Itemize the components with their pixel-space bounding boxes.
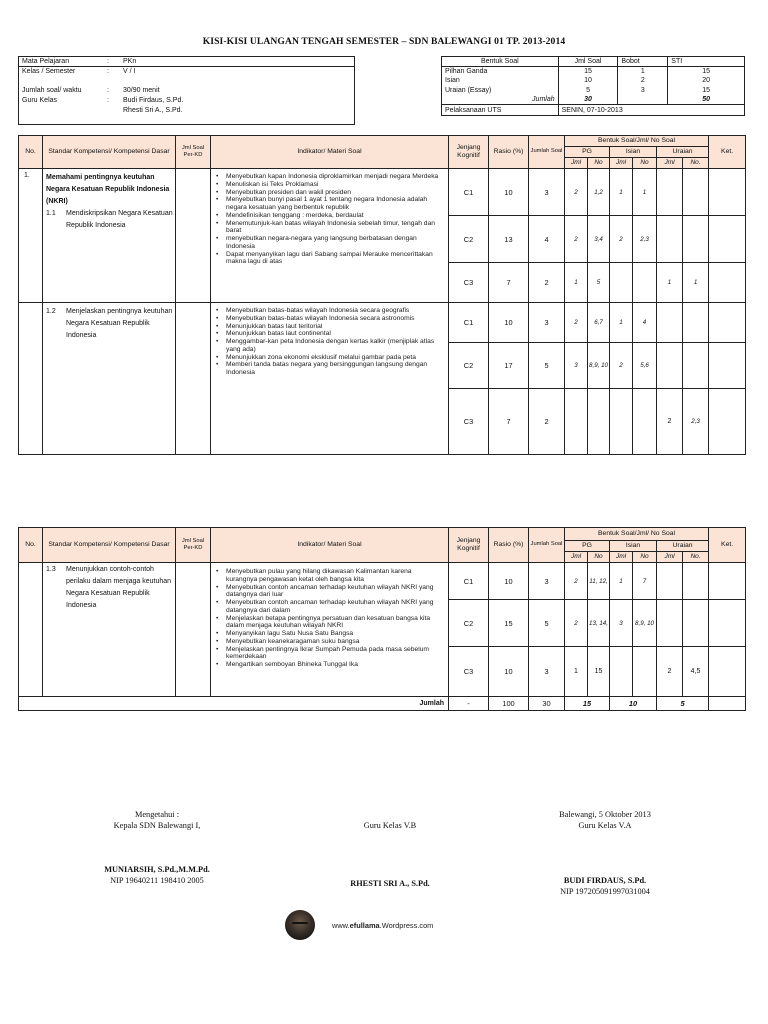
list-item: • Menyebutkan batas-batas wilayah Indonesia secara astronomis — [215, 315, 444, 323]
table-row: C3 10 3 1 15 2 4,5 — [19, 647, 746, 697]
signature-teacher-va: Balewangi, 5 Oktober 2013 Guru Kelas V.A BUDI FIRDAUS, S.Pd. NIP 197205091997031004 — [540, 810, 670, 897]
col-pg-no: No — [588, 552, 610, 563]
teacher-va-nip: NIP 197205091997031004 — [560, 886, 650, 896]
col-isian-jml: Jml — [610, 552, 633, 563]
col-jenjang-kognitif: Jenjang Kognitif — [449, 528, 489, 563]
summary-row: Pilhan Ganda 15 1 15 — [442, 67, 745, 77]
col-jumlah-soal: Jumlah Soal — [529, 136, 565, 169]
summary-row: Isian 10 2 20 — [442, 76, 745, 86]
info-row-teacher: Guru Kelas : Budi Firdaus, S.Pd. — [22, 97, 184, 105]
competency-cell — [43, 563, 176, 697]
table-row: 1. Memahami pentingnya keutuhan Negara Kesatuan Republik Indonesia (NKRI) 1.1 Mendiskripsikan Negara Kesatuan Republik Indonesia • Menyebutkan kapan Indonesia diproklamirkan menjadi negara Merdeka • Menuliskan isi Teks Proklamasi • Menyebutkan presiden dan wakil presiden • Menyebutkan bunyi pasal 1 ayat 1 tentang negara Indonesia adalah negara kesatuan yang berbentuk republik • Mendefinisikan tenggang : merdeka, berdaulat • Menemutunjuk-kan batas wilayah Indonesia sebelah timur, tengah dan barat • menyebutkan negara-negara yang langsung berbatasan dengan Indonesia • Dapat menyanyikan lagu dari Sabang sampai Merauke mencerittakan makna lagu di atas C1 10 3 2 1,2 1 1 — [19, 169, 746, 216]
info-row-subject: Mata Pelajaran : PKn — [19, 57, 354, 67]
total-label: Jumlah — [19, 697, 449, 711]
list-item: • menyebutkan negara-negara yang langsung berbatasan dengan Indonesia — [215, 235, 444, 251]
col-no: No. — [19, 528, 43, 563]
list-item: • Menjelaskan betapa pentingnya persatuan dan kesatuan bangsa kita dalam menjaga keutuhan wilayah NKRI — [215, 615, 444, 631]
info-row-blank — [19, 77, 354, 87]
list-item: • Menemutunjuk-kan batas wilayah Indonesia sebelah timur, tengah dan barat — [215, 220, 444, 236]
col-isian-no: No — [633, 158, 657, 169]
info-row-questions-time: Jumlah soal/ waktu : 30/90 menit — [22, 87, 160, 95]
list-item: • Menyebutkan contoh ancaman terhadap keutuhan wilayah NKRI yang datangnya dari dalam — [215, 599, 444, 615]
summary-header-row: Bentuk Soal Jml Soal Bobot STI — [442, 57, 745, 67]
table-row: C3 7 2 1 5 1 1 — [19, 263, 746, 303]
list-item: • Menyebutkan kapan Indonesia diproklamirkan menjadi negara Merdeka — [215, 173, 444, 181]
kd-item: 1.2 Menjelaskan pentingnya keutuhan Negara Kesatuan Republik Indonesia — [46, 308, 173, 339]
list-item: • Menyebutkan keanekaragaman suku bangsa — [215, 638, 444, 646]
col-ket: Ket. — [709, 528, 746, 563]
col-bentuk-soal: Bentuk Soal/Jml/ No Soal — [565, 136, 709, 147]
info-row-teacher-2: Rhesti Sri A., S.Pd. — [123, 106, 183, 114]
row-number: 1. — [19, 169, 43, 303]
list-item: • Menyebutkan pulau yang hilang dikawasan Kalimantan karena kurangnya pengawasan ketat oleh bangsa kita — [215, 568, 444, 584]
document-title: KISI-KISI ULANGAN TENGAH SEMESTER – SDN BALEWANGI 01 TP. 2013-2014 — [202, 36, 566, 47]
sk-title: Memahami pentingnya keutuhan Negara Kesatuan Republik Indonesia (NKRI) — [46, 174, 170, 205]
list-item: • Menunjukkan batas laut teritorial — [215, 323, 444, 331]
col-standar-kompetensi: Standar Kompetensi/ Kompetensi Dasar — [43, 136, 176, 169]
list-item: • Memberi tanda batas negara yang bersinggungan langsung dengan Indonesia — [215, 361, 444, 377]
total-row: Jumlah - 100 30 15 10 5 — [19, 697, 746, 711]
subject-info-box — [18, 56, 355, 125]
col-pg-jml: Jml — [565, 552, 588, 563]
list-item: • Menyanyikan lagu Satu Nusa Satu Bangsa — [215, 630, 444, 638]
list-item: • Menuliskan isi Teks Proklamasi — [215, 181, 444, 189]
signature-principal: Mengetahui : Kepala SDN Balewangi I, MUNIARSIH, S.Pd.,M.M.Pd. NIP 19640211 198410 2005 — [92, 810, 222, 886]
total-uraian: 5 — [657, 697, 709, 711]
table-row: C3 7 2 2 2,3 — [19, 389, 746, 455]
col-isian: Isian — [610, 541, 657, 552]
col-uraian-no: No. — [683, 552, 709, 563]
info-row-class: Kelas / Semester : V / I — [22, 67, 136, 75]
principal-nip: NIP 19640211 198410 2005 — [110, 875, 204, 885]
teacher-vb-name: RHESTI SRI A., S.Pd. — [350, 878, 430, 888]
col-uraian-no: No. — [683, 158, 709, 169]
col-bentuk-soal: Bentuk Soal/Jml/ No Soal — [565, 528, 709, 541]
col-no: No. — [19, 136, 43, 169]
col-pg-jml: Jml — [565, 158, 588, 169]
list-item: • Menjelaskan pentingnya Ikrar Sumpah Pemuda pada masa sebelum kemerdekaan — [215, 646, 444, 662]
col-isian-jml: Jml — [610, 158, 633, 169]
col-standar-kompetensi: Standar Kompetensi/ Kompetensi Dasar — [43, 528, 176, 563]
total-isian: 10 — [610, 697, 657, 711]
col-isian: Isian — [610, 147, 657, 158]
competency-cell — [43, 303, 176, 455]
total-pg: 15 — [565, 697, 610, 711]
kd-item: 1.1 Mendiskripsikan Negara Kesatuan Republik Indonesia — [46, 209, 173, 229]
kd-item: 1.3 Menunjukkan contoh-contoh perilaku dalam menjaga keutuhan Negara Kesatuan Republik Indonesia — [46, 566, 172, 609]
col-uraian: Uraian — [657, 147, 709, 158]
list-item: • Mendefinisikan tenggang : merdeka, berdaulat — [215, 212, 444, 220]
col-isian-no: No — [633, 552, 657, 563]
summary-row: Uraian (Essay) 5 3 15 — [442, 86, 745, 96]
author-avatar — [285, 910, 315, 940]
col-rasio: Rasio (%) — [489, 528, 529, 563]
exam-date-row: Pelaksanaan UTS SENIN, 07-10-2013 — [442, 105, 745, 116]
table-row: 1.2 Menjelaskan pentingnya keutuhan Negara Kesatuan Republik Indonesia • Menyebutkan batas-batas wilayah Indonesia secara geografis • Menyebutkan batas-batas wilayah Indonesia secara astronomis • Menunjukkan batas laut teritorial • Menunjukkan batas laut continental • Menggambar-kan peta Indonesia dengan kertas kalkir (menjiplak atlas yang ada) • Menunjukkan zona ekonomi eksklusif melalui gambar pada peta • Memberi tanda batas negara yang bersinggungan langsung dengan Indonesia C1 10 3 2 6,7 1 4 — [19, 303, 746, 343]
indicator-cell — [211, 303, 449, 455]
col-uraian-jml: Jml — [657, 552, 683, 563]
list-item: • Menyebutkan contoh ancaman terhadap keutuhan wilayah NKRI yang datangnya dari luar — [215, 584, 444, 600]
table-row: C2 15 5 2 13, 14, 3 8,9, 10 — [19, 600, 746, 647]
signature-teacher-vb: Guru Kelas V.B RHESTI SRI A., S.Pd. — [320, 821, 460, 889]
list-item: • Menunjukkan zona ekonomi eksklusif melalui gambar pada peta — [215, 354, 444, 362]
indicator-cell — [211, 169, 449, 303]
col-rasio: Rasio (%) — [489, 136, 529, 169]
col-pg: PG — [565, 147, 610, 158]
col-ket: Ket. — [709, 136, 746, 169]
principal-name: MUNIARSIH, S.Pd.,M.M.Pd. — [104, 865, 210, 875]
teacher-va-name: BUDI FIRDAUS, S.Pd. — [563, 876, 647, 886]
summary-total-row: Jumlah 30 50 — [442, 95, 745, 105]
website-watermark[interactable]: www.efullama.Wordpress.com — [332, 921, 434, 930]
col-uraian-jml: Jml — [657, 158, 683, 169]
col-jumlah-soal: Jumlah Soal — [529, 528, 565, 563]
table-row: 1.3 Menunjukkan contoh-contoh perilaku dalam menjaga keutuhan Negara Kesatuan Republik Indonesia • Menyebutkan pulau yang hilang dikawasan Kalimantan karena kurangnya pengawasan ketat oleh bangsa kita • Menyebutkan contoh ancaman terhadap keutuhan wilayah NKRI yang datangnya dari luar • Menyebutkan contoh ancaman terhadap keutuhan wilayah NKRI yang datangnya dari dalam • Menjelaskan betapa pentingnya persatuan dan kesatuan bangsa kita dalam menjaga keutuhan wilayah NKRI • Menyanyikan lagu Satu Nusa Satu Bangsa • Menyebutkan keanekaragaman suku bangsa • Menjelaskan pentingnya Ikrar Sumpah Pemuda pada masa sebelum kemerdekaan • Mengartikan semboyan Bhineka Tunggal Ika C1 10 3 2 11, 12, 1 7 — [19, 563, 746, 600]
list-item: • Menyebutkan batas-batas wilayah Indonesia secara geografis — [215, 307, 444, 315]
list-item: • Menggambar-kan peta Indonesia dengan kertas kalkir (menjiplak atlas yang ada) — [215, 338, 444, 354]
col-jenjang-kognitif: Jenjang Kognitif — [449, 136, 489, 169]
col-uraian: Uraian — [657, 541, 709, 552]
blueprint-table-1 — [18, 135, 746, 455]
col-jml-soal-per-kd: Jml Soal Per-KD — [176, 136, 211, 169]
blueprint-table-2 — [18, 527, 746, 711]
list-item: • Dapat menyanyikan lagu dari Sabang sampai Merauke mencerittakan makna lagu di atas — [215, 251, 444, 267]
col-jml-soal-per-kd: Jml Soal Per-KD — [176, 528, 211, 563]
table-row: C2 13 4 2 3,4 2 2,3 — [19, 216, 746, 263]
competency-cell — [43, 169, 176, 303]
list-item: • Menunjukkan batas laut continental — [215, 330, 444, 338]
col-indikator: Indikator/ Materi Soal — [211, 136, 449, 169]
col-pg: PG — [565, 541, 610, 552]
question-type-summary — [441, 56, 745, 116]
indicator-cell — [211, 563, 449, 697]
col-pg-no: No — [588, 158, 610, 169]
list-item: • Menyebutkan presiden dan wakil presiden — [215, 189, 444, 197]
table-row: C2 17 5 3 8,9, 10 2 5,6 — [19, 343, 746, 389]
col-indikator: Indikator/ Materi Soal — [211, 528, 449, 563]
list-item: • Menyebutkan bunyi pasal 1 ayat 1 tentang negara Indonesia adalah negara kesatuan yang berbentuk republik — [215, 196, 444, 212]
list-item: • Mengartikan semboyan Bhineka Tunggal Ika — [215, 661, 444, 669]
